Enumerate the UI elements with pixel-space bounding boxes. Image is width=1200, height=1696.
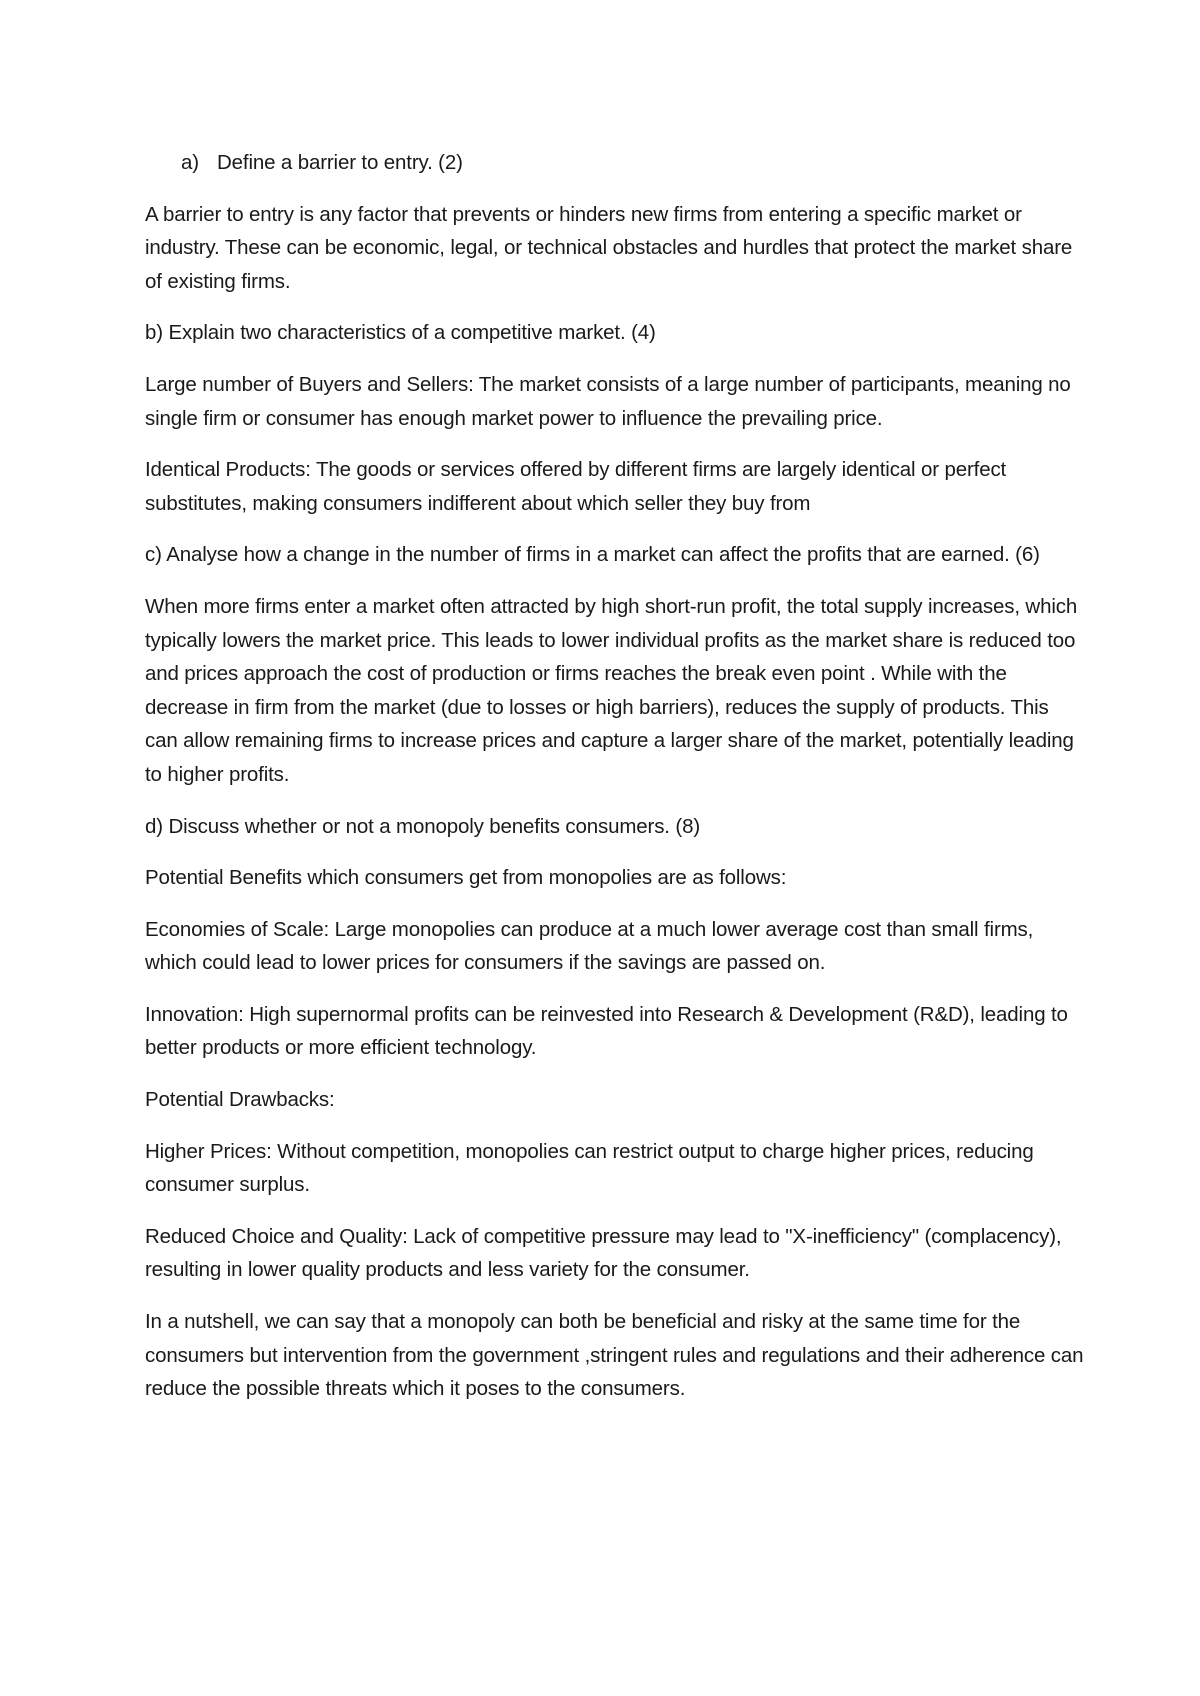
answer-d-benefit-2: Innovation: High supernormal profits can be reinvested into Research & Development (R&D), leading to better products or more efficient technology. (145, 1002, 1068, 1060)
question-d: d) Discuss whether or not a monopoly benefits consumers. (8) (145, 814, 701, 838)
document-body (145, 146, 1085, 1424)
question-b: b) Explain two characteristics of a competitive market. (4) (145, 321, 656, 345)
answer-c: When more firms enter a market often attracted by high short-run profit, the total supply increases, which typically lowers the market price. This leads to lower individual profits as the market share is reduced too and prices approach the cost of production or firms reaches the break even point . While with the decrease in firm from the market (due to losses or high barriers), reduces the supply of products. This can allow remaining firms to increase prices and capture a larger share of the market, potentially leading to higher profits. (145, 594, 1078, 786)
answer-d-drawback-2: Reduced Choice and Quality: Lack of competitive pressure may lead to "X-inefficiency" (complacency), resulting in lower quality products and less variety for the consumer. (145, 1224, 1062, 1282)
question-c: c) Analyse how a change in the number of firms in a market can affect the profits that are earned. (6) (145, 543, 1040, 567)
answer-b-point-2: Identical Products: The goods or services offered by different firms are largely identical or perfect substitutes, making consumers indifferent about which seller they buy from (145, 458, 1007, 515)
answer-d-conclusion: In a nutshell, we can say that a monopoly can both be beneficial and risky at the same time for the consumers but intervention from the government ,stringent rules and regulations and their adherence can reduce the possible threats which it poses to the consumers. (145, 1310, 1084, 1401)
answer-d-intro: Potential Benefits which consumers get from monopolies are as follows: (145, 866, 787, 890)
answer-d-benefit-1: Economies of Scale: Large monopolies can produce at a much lower average cost than small firms, which could lead to lower prices for consumers if the savings are passed on. (145, 917, 1034, 975)
answer-b-point-1: Large number of Buyers and Sellers: The market consists of a large number of participants, meaning no single firm or consumer has enough market power to influence the prevailing price. (145, 372, 1071, 430)
answer-a: A barrier to entry is any factor that prevents or hinders new firms from entering a specific market or industry. These can be economic, legal, or technical obstacles and hurdles that protect the market share of existing firms. (145, 202, 1073, 293)
question-a-marker: a) (181, 151, 199, 174)
answer-d-drawback-1: Higher Prices: Without competition, monopolies can restrict output to charge higher prices, reducing consumer surplus. (145, 1139, 1034, 1197)
answer-d-drawbacks-heading: Potential Drawbacks: (145, 1088, 335, 1112)
question-a-text: Define a barrier to entry. (2) (217, 151, 463, 174)
question-a (145, 146, 1085, 180)
